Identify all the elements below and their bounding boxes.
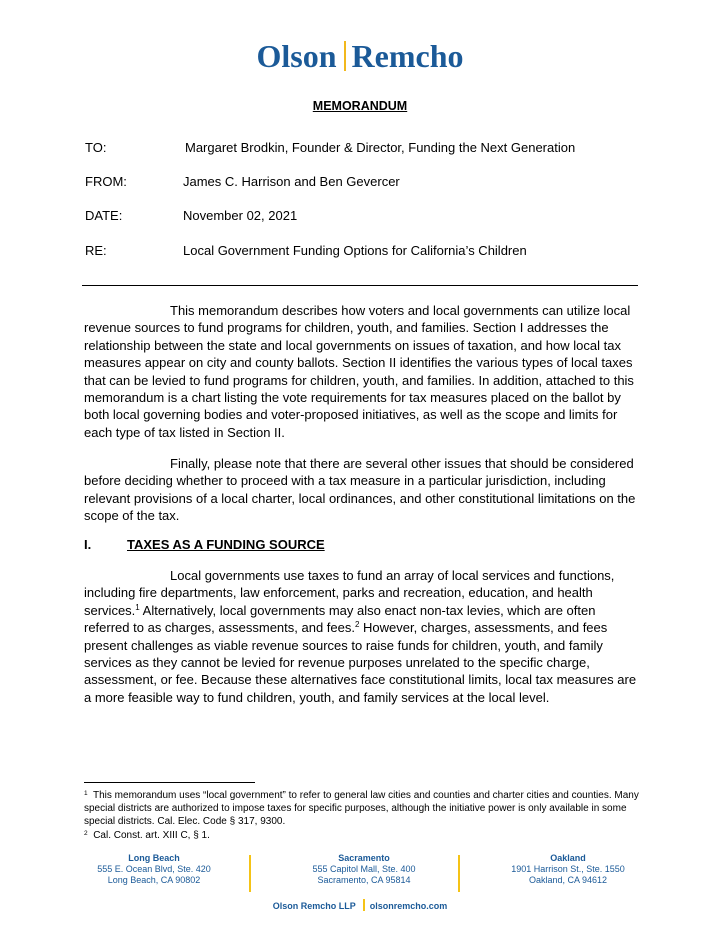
office-city: Oakland bbox=[550, 853, 586, 863]
to-label: TO: bbox=[85, 140, 107, 155]
footer-website-link[interactable]: olsonremcho.com bbox=[369, 901, 448, 911]
office-city: Sacramento bbox=[338, 853, 390, 863]
section1-text-part2: Alternatively, local governments may also enact non-tax levies, which are often referred to as charges, assessments, and fees. bbox=[84, 602, 596, 636]
footnote-2 bbox=[84, 829, 644, 842]
office-address-line1: 555 E. Ocean Blvd, Ste. 420 bbox=[97, 864, 211, 874]
date-label: DATE: bbox=[85, 208, 123, 223]
intro-paragraph bbox=[84, 302, 640, 441]
date-value: November 02, 2021 bbox=[183, 208, 298, 223]
office-divider bbox=[249, 855, 251, 892]
office-oakland bbox=[492, 853, 644, 886]
section-title: TAXES AS A FUNDING SOURCE bbox=[127, 537, 325, 552]
office-address-line2: Oakland, CA 94612 bbox=[528, 875, 608, 885]
footnotes bbox=[84, 789, 644, 842]
footer-firm-name: Olson Remcho LLP bbox=[272, 901, 356, 911]
re-label: RE: bbox=[85, 243, 107, 258]
section1-paragraph bbox=[84, 567, 640, 706]
re-value: Local Government Funding Options for California’s Children bbox=[183, 243, 527, 258]
footnote-1 bbox=[84, 789, 644, 829]
footnote-2-text: Cal. Const. art. XIII C, § 1. bbox=[93, 829, 210, 841]
to-value: Margaret Brodkin, Founder & Director, Funding the Next Generation bbox=[185, 140, 576, 155]
footnote-ref-1[interactable]: 1 bbox=[135, 602, 140, 612]
caveat-paragraph-text: Finally, please note that there are several other issues that should be considered before deciding whether to proceed with a tax measure in a particular jurisdiction, including relevant provisions of a local charter, local ordinances, and other constitutional limitations on the scope of the tax. bbox=[84, 456, 636, 524]
logo-name-left: Olson bbox=[256, 38, 337, 74]
footnote-ref-2[interactable]: 2 bbox=[354, 620, 360, 630]
from-label: FROM: bbox=[85, 174, 127, 189]
logo-divider bbox=[344, 41, 346, 71]
caveat-paragraph bbox=[84, 455, 640, 525]
office-address-line1: 1901 Harrison St., Ste. 1550 bbox=[511, 864, 625, 874]
footer-firm-line bbox=[0, 899, 720, 912]
footnote-2-number: 2 bbox=[84, 829, 88, 837]
office-sacramento bbox=[288, 853, 440, 886]
office-address-line1: 555 Capitol Mall, Ste. 400 bbox=[312, 864, 416, 874]
header-divider bbox=[82, 285, 638, 286]
office-addresses bbox=[84, 853, 640, 893]
intro-paragraph-text: This memorandum describes how voters and local governments can utilize local revenue sources to fund programs for children, youth, and families. Section I addresses the relationship between the state and local governments on issues of taxation, and how local tax measures appear on city and county ballots. Section II identifies the various types of local taxes that can be levied to fund programs for children, youth, and families. In addition, attached to this memorandum is a chart listing the vote requirements for tax measures placed on the ballot by both local governing bodies and voter-proposed initiatives, as well as the scope and limits for each type of tax listed in Section II. bbox=[84, 303, 634, 440]
footer-divider bbox=[363, 899, 365, 911]
section-number: I. bbox=[84, 537, 92, 552]
office-divider bbox=[458, 855, 460, 892]
footnote-1-text: This memorandum uses “local government” to refer to general law cities and counties and charter cities and counties. Many special districts are authorized to impose taxes for specific purposes, although the initiative power is only available in some special districts. Cal. Elec. Code § 317, 9300. bbox=[84, 790, 639, 828]
memo-title: MEMORANDUM bbox=[312, 99, 408, 113]
section1-text-part3: However, charges, assessments, and fees present challenges as viable revenue sources to raise funds for children, youth, and family services as they cannot be levied for revenue purposes unrelated to the specific charge, assessment, or fee. Because these alternatives face constitutional limits, local tax measures are a more feasible way to fund children, youth, and family services at the local level. bbox=[84, 620, 637, 705]
from-value: James C. Harrison and Ben Gevercer bbox=[183, 174, 400, 189]
section1-text-part1: Local governments use taxes to fund an array of local services and functions, including fire departments, law enforcement, parks and recreation, education, and health services. bbox=[84, 568, 615, 618]
logo-name-right: Remcho bbox=[351, 38, 464, 74]
office-long-beach bbox=[84, 853, 224, 886]
firm-logo bbox=[0, 36, 720, 76]
footnote-1-number: 1 bbox=[84, 790, 88, 797]
office-address-line2: Long Beach, CA 90802 bbox=[107, 875, 201, 885]
office-city: Long Beach bbox=[128, 853, 180, 863]
footnote-separator bbox=[84, 782, 255, 783]
office-address-line2: Sacramento, CA 95814 bbox=[317, 875, 411, 885]
